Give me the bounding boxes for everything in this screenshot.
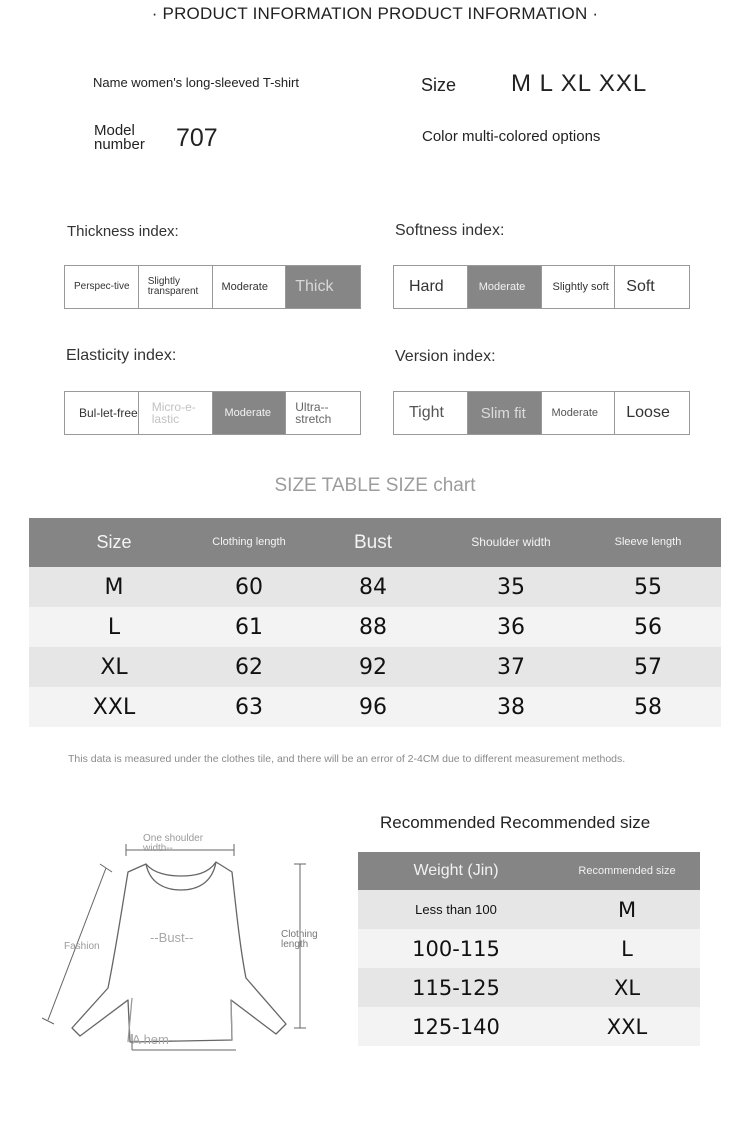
thickness-option-perspective: Perspec-tive (65, 266, 139, 308)
cell-size: XL (613, 975, 641, 1000)
header-size: Size (96, 532, 132, 552)
table-row (29, 687, 721, 727)
cell-weight: 100-115 (412, 936, 500, 961)
cell-shoulder-width: 37 (497, 654, 525, 680)
model-number: 707 (176, 124, 218, 152)
version-option-slim-fit: Slim fit (468, 392, 542, 434)
thickness-scale (64, 265, 361, 309)
table-row (358, 929, 700, 968)
cell-bust: 88 (359, 614, 387, 640)
cell-sleeve-length: 56 (634, 614, 662, 640)
table-row (29, 567, 721, 607)
elasticity-scale (64, 391, 361, 435)
cell-shoulder-width: 36 (497, 614, 525, 640)
softness-option-soft: Soft (626, 278, 655, 295)
version-option-loose: Loose (626, 404, 670, 421)
header-sleeve-length: Sleeve length (614, 536, 682, 548)
cell-bust: 96 (359, 694, 387, 720)
elasticity-option-moderate: Moderate (213, 392, 287, 434)
size-table (29, 518, 721, 727)
cell-sleeve-length: 57 (634, 654, 662, 680)
cell-sleeve-length: 58 (634, 694, 662, 720)
label-shoulder-width: One shoulder width-- (143, 833, 204, 854)
thickness-option-slightly-transparent: Slightly transparent (139, 266, 213, 308)
cell-clothing-length: 60 (235, 574, 263, 600)
elasticity-option-micro-elastic: Micro-e-lastic (139, 392, 213, 434)
recommended-table (358, 852, 700, 1046)
recommended-title: Recommended Recommended size (380, 813, 651, 832)
softness-scale (393, 265, 690, 309)
elasticity-option-ultra-stretch: Ultra--stretch (295, 400, 332, 426)
cell-shoulder-width: 35 (497, 574, 525, 600)
cell-clothing-length: 62 (235, 654, 263, 680)
cell-weight: 125-140 (412, 1014, 500, 1039)
recommended-table-header (358, 852, 700, 890)
thickness-title: Thickness index: (67, 223, 179, 240)
cell-size: L (621, 936, 633, 961)
cell-bust: 84 (359, 574, 387, 600)
table-row (358, 968, 700, 1007)
model-label-line1: Model (94, 122, 135, 139)
cell-weight: Less than 100 (415, 902, 497, 917)
elasticity-option-bullet-free: Bul-let-free (65, 392, 139, 434)
softness-option-hard: Hard (394, 266, 468, 308)
cell-size: M (617, 897, 637, 922)
table-row (358, 890, 700, 929)
version-scale (393, 391, 690, 435)
cell-sleeve-length: 55 (634, 574, 662, 600)
product-color: Color multi-colored options (422, 128, 601, 145)
cell-size: XXL (606, 1014, 648, 1039)
softness-option-slightly-soft: Slightly soft (542, 266, 616, 308)
product-name: Name women's long-sleeved T-shirt (93, 75, 299, 90)
size-label: Size (421, 75, 457, 95)
cell-size: M (104, 574, 124, 600)
label-hem: A hem-- (132, 1032, 178, 1047)
cell-shoulder-width: 38 (497, 694, 525, 720)
table-row (29, 647, 721, 687)
model-label (94, 124, 164, 152)
size-chart-title: SIZE TABLE SIZE chart (274, 475, 476, 496)
header-clothing-length: Clothing length (212, 536, 286, 548)
cell-size: XXL (92, 694, 136, 720)
measurement-note: This data is measured under the clothes tile, and there will be an error of 2-4CM due to different measurement methods. (68, 753, 626, 765)
header-shoulder-width: Shoulder width (471, 535, 551, 549)
shirt-diagram (36, 828, 336, 1058)
cell-size: L (107, 614, 121, 640)
table-row (29, 607, 721, 647)
cell-weight: 115-125 (412, 975, 500, 1000)
size-values: M L XL XXL (511, 70, 648, 97)
cell-bust: 92 (359, 654, 387, 680)
label-bust: --Bust-- (150, 930, 194, 945)
header-recommended-size: Recommended size (578, 865, 676, 877)
header-weight: Weight (Jin) (413, 862, 499, 879)
header-bust: Bust (353, 531, 393, 553)
thickness-option-thick: Thick (286, 266, 360, 308)
softness-title: Softness index: (395, 222, 505, 239)
elasticity-title: Elasticity index: (66, 347, 177, 364)
model-label-line2: number (94, 136, 145, 153)
cell-clothing-length: 61 (235, 614, 263, 640)
table-row (358, 1007, 700, 1046)
version-title: Version index: (395, 348, 496, 365)
cell-size: XL (100, 654, 128, 680)
cell-clothing-length: 63 (235, 694, 263, 720)
size-table-header (29, 518, 721, 567)
page-header: · PRODUCT INFORMATION PRODUCT INFORMATION · (151, 4, 599, 23)
label-clothing-length: Clothing length (281, 929, 318, 950)
version-option-tight: Tight (394, 392, 468, 434)
version-option-moderate: Moderate (542, 392, 616, 434)
thickness-option-moderate: Moderate (213, 266, 287, 308)
label-sleeve: Fashion (64, 941, 100, 952)
softness-option-moderate: Moderate (468, 266, 542, 308)
